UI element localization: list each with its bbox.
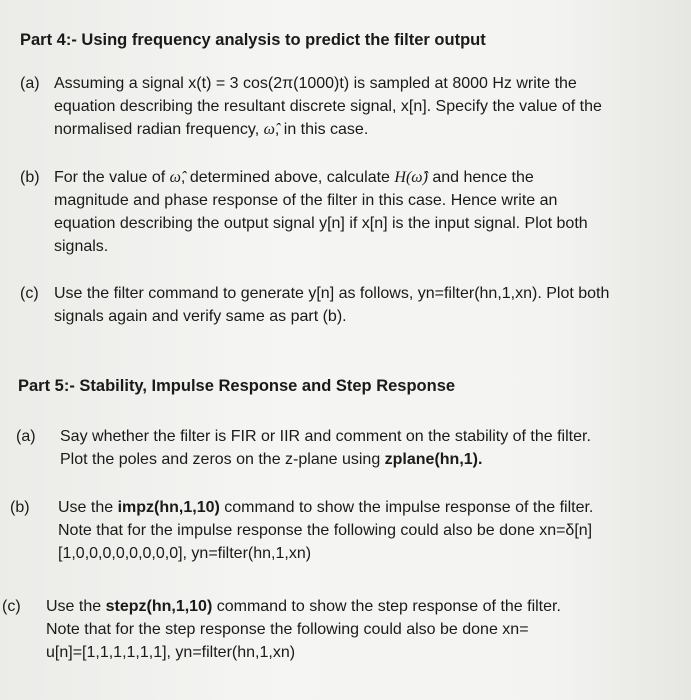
- part5-b-line1: Use the impz(hn,1,10) command to show the impulse response of the filter.: [58, 499, 594, 516]
- zplane-command: zplane(hn,1).: [384, 451, 483, 468]
- part5-c-label: (c): [2, 598, 21, 615]
- part4-c-label: (c): [20, 285, 39, 302]
- transfer-function-symbol: H(ω̂): [394, 169, 428, 186]
- part5-heading: Part 5:- Stability, Impulse Response and Step Response: [18, 377, 456, 395]
- part4-c-line1: Use the filter command to generate y[n] as follows, yn=filter(hn,1,xn). Plot both: [54, 285, 610, 302]
- part4-a-line1: Assuming a signal x(t) = 3 cos(2π(1000)t) is sampled at 8000 Hz write the: [54, 75, 577, 92]
- part5-c-line2: Note that for the step response the following could also be done xn=: [46, 621, 529, 638]
- part5-b-line2: Note that for the impulse response the following could also be done xn=δ[n]: [58, 522, 593, 539]
- omega-hat-symbol: ω̂: [263, 121, 275, 138]
- part4-b-label: (b): [20, 169, 40, 186]
- part4-heading: Part 4:- Using frequency analysis to predict the filter output: [20, 31, 486, 49]
- part4-b-line4: signals.: [54, 238, 109, 255]
- part5-a-label: (a): [16, 428, 36, 445]
- part4-a-label: (a): [20, 75, 40, 92]
- stepz-command: stepz(hn,1,10): [105, 598, 213, 615]
- impz-command: impz(hn,1,10): [117, 499, 220, 516]
- part4-b-line2: magnitude and phase response of the filter in this case. Hence write an: [54, 192, 558, 209]
- part5-c-line3: u[n]=[1,1,1,1,1,1], yn=filter(hn,1,xn): [46, 644, 296, 661]
- part4-a-line2: equation describing the resultant discrete signal, x[n]. Specify the value of the: [54, 98, 602, 115]
- part5-c-line1: Use the stepz(hn,1,10) command to show the step response of the filter.: [46, 598, 561, 615]
- part5-a-line1: Say whether the filter is FIR or IIR and comment on the stability of the filter.: [60, 428, 591, 445]
- part4-c-line2: signals again and verify same as part (b).: [54, 308, 347, 325]
- part4-a-line3: normalised radian frequency, ω̂, in this case.: [54, 121, 369, 138]
- part5-b-label: (b): [10, 499, 30, 516]
- part4-b-line1: For the value of ω̂, determined above, calculate H(ω̂) and hence the: [54, 169, 534, 186]
- omega-hat-symbol: ω̂: [169, 169, 181, 186]
- part5-b-line3: [1,0,0,0,0,0,0,0,0], yn=filter(hn,1,xn): [58, 545, 312, 562]
- part4-b-line3: equation describing the output signal y[n] if x[n] is the input signal. Plot both: [54, 215, 588, 232]
- part5-a-line2: Plot the poles and zeros on the z-plane using zplane(hn,1).: [60, 451, 483, 468]
